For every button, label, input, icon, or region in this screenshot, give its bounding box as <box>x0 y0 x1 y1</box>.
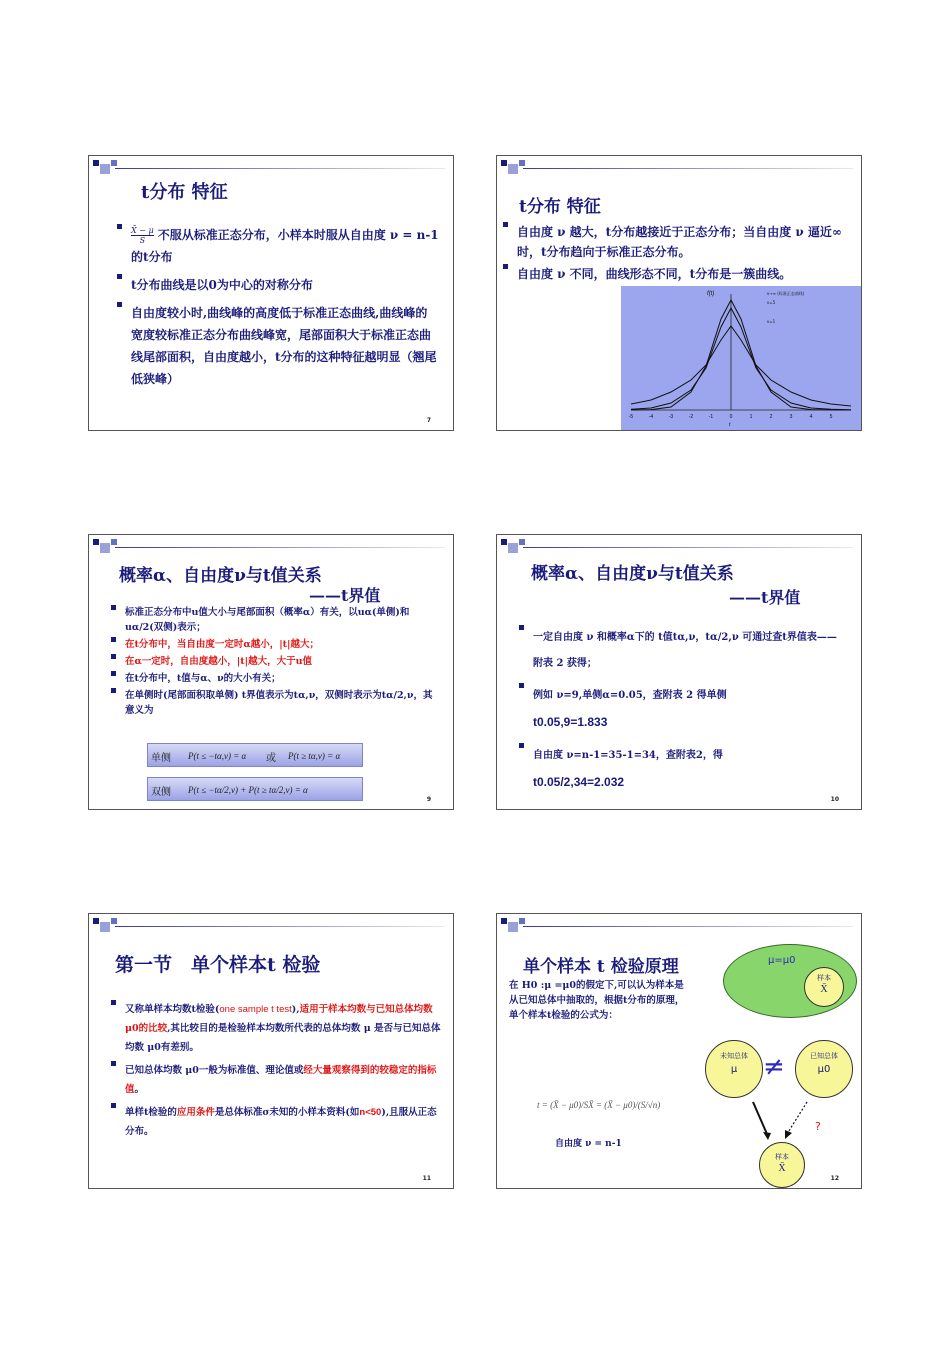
bullet-item: 已知总体均数 μ0一般为标准值、理论值或经大量观察得到的较稳定的指标值。 <box>111 1061 441 1099</box>
legend-nu1: ν=1 <box>767 319 776 324</box>
slide-decoration <box>93 918 133 934</box>
bullet-list <box>111 1000 441 1141</box>
bullet-item: 自由度 ν 越大，t分布越接近于正态分布；当自由度 ν 逼近∞时，t分布趋向于标准正态分布。 <box>503 222 853 262</box>
t-distribution-chart <box>621 286 862 431</box>
page-number: 10 <box>830 796 839 803</box>
slide-title: t分布 特征 <box>141 182 228 203</box>
slide-title: 单个样本 t 检验原理 <box>523 957 679 977</box>
slide-9 <box>88 534 454 810</box>
svg-text:3: 3 <box>789 414 793 420</box>
bullet-list <box>503 222 853 284</box>
svg-text:4: 4 <box>809 414 813 420</box>
population-ellipse <box>723 944 857 1018</box>
one-sided-formula-box <box>147 743 363 767</box>
bullet-item: 标准正态分布中u值大小与尾部面积（概率α）有关，以uα(单侧)和uα/2(双侧)表示； <box>111 605 439 635</box>
sample-circle-top: 样本 X̄ <box>804 967 844 1007</box>
legend-normal: ν→∞ (标准正态曲线) <box>767 291 805 296</box>
bullet-item: 自由度 ν=n-1=35-1=34，查附表2，得 t0.05/2,34=2.032 <box>519 743 845 797</box>
page-number: 11 <box>422 1175 431 1182</box>
known-population-circle: 已知总体 μ0 <box>795 1040 853 1098</box>
slide-10 <box>496 534 862 810</box>
bullet-item: 在单侧时(尾部面积取单侧) t界值表示为tα,ν，双侧时表示为tα/2,ν，其意义为 <box>111 688 439 718</box>
critical-value: t0.05,9=1.833 <box>533 715 608 729</box>
slide-decoration <box>501 539 541 555</box>
svg-text:-4: -4 <box>648 414 654 420</box>
bullet-item: t分布曲线是以0为中心的对称分布 <box>117 274 439 296</box>
ellipse-label: μ=μ0 <box>768 955 796 966</box>
svg-text:5: 5 <box>829 414 833 420</box>
critical-value: t0.05/2,34=2.032 <box>533 775 625 789</box>
formula-numerator: X̄ − μ <box>131 226 154 235</box>
formula-denominator: S <box>139 236 146 245</box>
svg-text:2: 2 <box>769 414 773 420</box>
bullet-item: 一定自由度 ν 和概率α下的 t值tα,ν，tα/2,ν 可通过查t界值表——附表 2 获得； <box>519 625 845 677</box>
bullet-item: 自由度 ν 不同，曲线形态不同，t分布是一簇曲线。 <box>503 264 853 284</box>
bullet-item: 在α一定时，自由度越小，|t|越大，大于u值 <box>111 654 439 669</box>
svg-text:-2: -2 <box>688 414 694 420</box>
bullet-list <box>111 605 439 718</box>
page-number: 7 <box>426 417 431 424</box>
slide-7 <box>88 155 454 431</box>
question-mark: ? <box>815 1120 821 1133</box>
unknown-population-circle: 未知总体 μ <box>705 1040 763 1098</box>
slide-title: t分布 特征 <box>519 197 601 217</box>
formula: P(t ≥ tα,ν) = α <box>288 751 341 761</box>
sample-circle-bottom: 样本 X̄ <box>759 1142 805 1188</box>
bullet-item: 例如 ν=9,单侧α=0.05，查附表 2 得单侧 t0.05,9=1.833 <box>519 683 845 737</box>
legend-nu5: ν=5 <box>767 300 776 305</box>
bullet-list <box>519 625 845 797</box>
slide-decoration <box>93 539 133 555</box>
slide-11 <box>88 913 454 1189</box>
slide-subtitle: ——t界值 <box>729 588 801 607</box>
slide-12 <box>496 913 862 1189</box>
svg-text:-5: -5 <box>628 414 634 420</box>
svg-text:-1: -1 <box>708 414 714 420</box>
box-label: 双侧 <box>151 787 171 798</box>
bullet-item: 自由度较小时,曲线峰的高度低于标准正态曲线,曲线峰的宽度较标准正态分布曲线峰宽，尾部面积大于标准正态曲线尾部面积，自由度越小，t分布的这种特征越明显（翘尾低狭峰） <box>117 302 439 390</box>
slide-decoration <box>93 160 133 176</box>
t-formula: t = (X̄ − μ0)/SX̄ = (X̄ − μ0)/(S/√n) <box>537 1100 661 1110</box>
bullet-item: 在t分布中，当自由度一定时α越小，|t|越大； <box>111 637 439 652</box>
page-number: 12 <box>830 1175 839 1182</box>
slide-8 <box>496 155 862 431</box>
slide-title: 第一节 单个样本t 检验 <box>115 954 321 976</box>
bullet-item: 单样t检验的应用条件是总体标准σ未知的小样本资料(如n<50),且服从正态分布。 <box>111 1103 441 1141</box>
x-axis-label: t <box>729 422 731 428</box>
svg-text:0: 0 <box>729 414 733 420</box>
degrees-of-freedom: 自由度 ν = n-1 <box>555 1139 622 1149</box>
formula: P(t ≤ −tα,ν) = α <box>188 751 247 761</box>
not-equal-sign: ≠ <box>763 1052 785 1082</box>
bullet-item: $\frac{X̄ - \mu}{S}$ 不服从标准正态分布，小样本时服从自由度 ν = n-1的t分布 <box>117 224 439 268</box>
or-label: 或 <box>266 753 276 764</box>
slide-subtitle: ——t界值 <box>309 586 381 605</box>
bullet-item: 在t分布中，t值与α、ν的大小有关； <box>111 671 439 686</box>
bullet-item: 又称单样本均数t检验(one sample t test),适用于样本均数与已知总体均数 μ0的比较,其比较目的是检验样本均数所代表的总体均数 μ 是否与已知总体均数 μ0有差别。 <box>111 1000 441 1057</box>
y-axis-label: f(t) <box>707 291 715 297</box>
formula: P(t ≤ −tα/2,ν) + P(t ≥ tα/2,ν) = α <box>188 785 308 795</box>
page-number: 9 <box>426 796 431 803</box>
two-sided-formula-box <box>147 777 363 801</box>
slide-title: 概率α、自由度ν与t值关系 <box>531 564 734 584</box>
slide-decoration <box>501 160 541 176</box>
slide-title: 概率α、自由度ν与t值关系 <box>119 566 322 586</box>
principle-text: 在 H0 :μ =μ0的假定下,可以认为样本是从已知总体中抽取的，根据t分布的原理，单个样本t检验的公式为： <box>509 980 685 1021</box>
box-label: 单侧 <box>151 753 171 764</box>
bullet-list <box>117 224 439 390</box>
slide-decoration <box>501 918 541 934</box>
svg-text:-3: -3 <box>668 414 674 420</box>
svg-text:1: 1 <box>749 414 753 420</box>
